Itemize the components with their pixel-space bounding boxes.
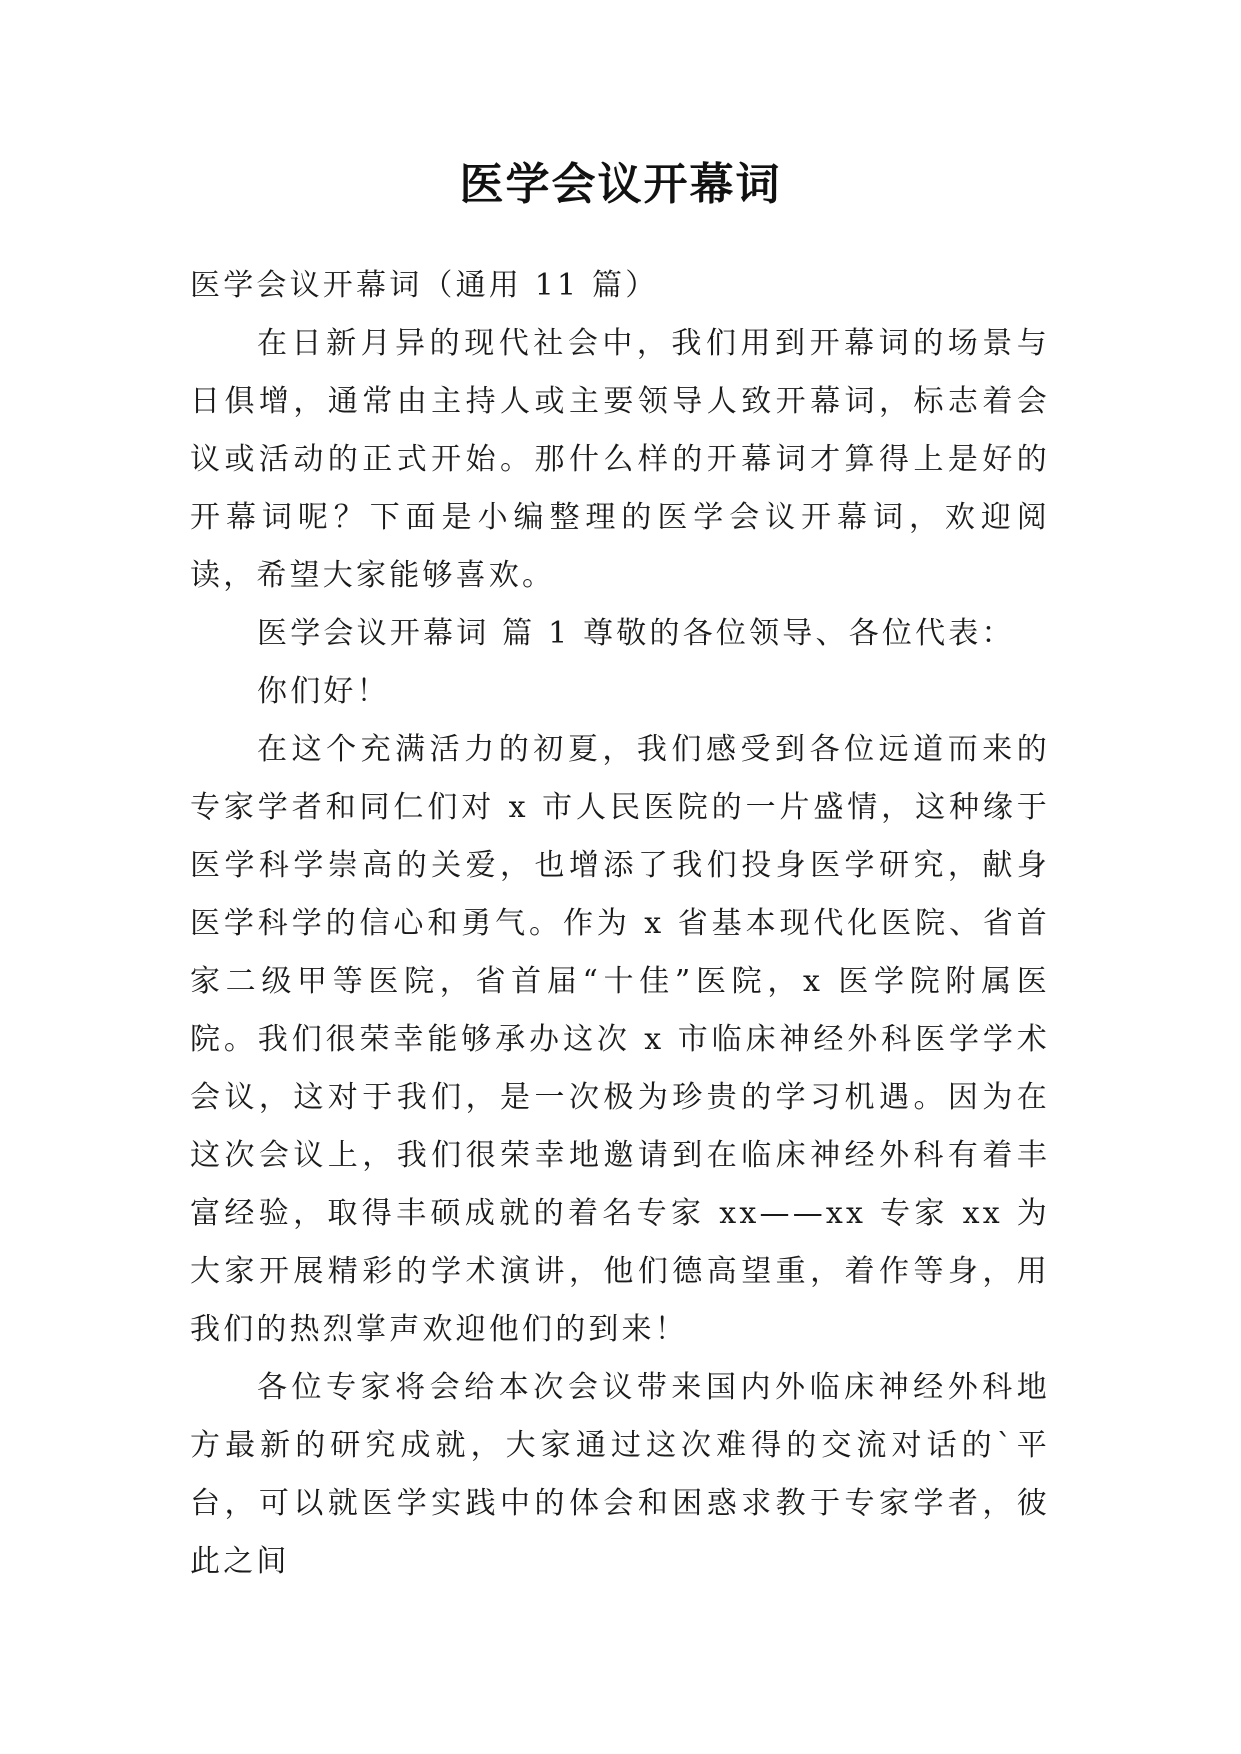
document-subtitle: 医学会议开幕词（通用 11 篇） xyxy=(190,268,659,303)
greeting-paragraph: 你们好！ xyxy=(257,674,390,709)
document-title: 医学会议开幕词 xyxy=(459,159,782,210)
body-paragraph: 在这个充满活力的初夏，我们感受到各位远道而来的专家学者和同仁们对 x 市人民医院的一片盛情，这种缘于医学科学崇高的关爱，也增添了我们投身医学研究，献身医学科学的信心和勇气。作为 x 省基本现代化医院、省首家二级甲等医院，省首届“十佳”医院，x 医学院附属医院。我们很荣幸能够承办这次 x 市临床神经外科医学学术会议，这对于我们，是一次极为珍贵的学习机遇。因为在这次会议上，我们很荣幸地邀请到在临床神经外科有着丰富经验，取得丰硕成就的着名专家 xx——xx 专家 xx 为大家开展精彩的学术演讲，他们德高望重，着作等身，用我们的热烈掌声欢迎他们的到来！ xyxy=(190,732,1050,1347)
section-heading: 医学会议开幕词 篇 1 尊敬的各位领导、各位代表： xyxy=(257,616,1015,651)
body-paragraph: 各位专家将会给本次会议带来国内外临床神经外科地方最新的研究成就，大家通过这次难得的交流对话的`平台，可以就医学实践中的体会和困惑求教于专家学者，彼此之间 xyxy=(190,1370,1050,1579)
document-body xyxy=(190,257,1050,1591)
intro-paragraph: 在日新月异的现代社会中，我们用到开幕词的场景与日俱增，通常由主持人或主要领导人致开幕词，标志着会议或活动的正式开始。那什么样的开幕词才算得上是好的开幕词呢？下面是小编整理的医学会议开幕词，欢迎阅读，希望大家能够喜欢。 xyxy=(190,326,1050,593)
